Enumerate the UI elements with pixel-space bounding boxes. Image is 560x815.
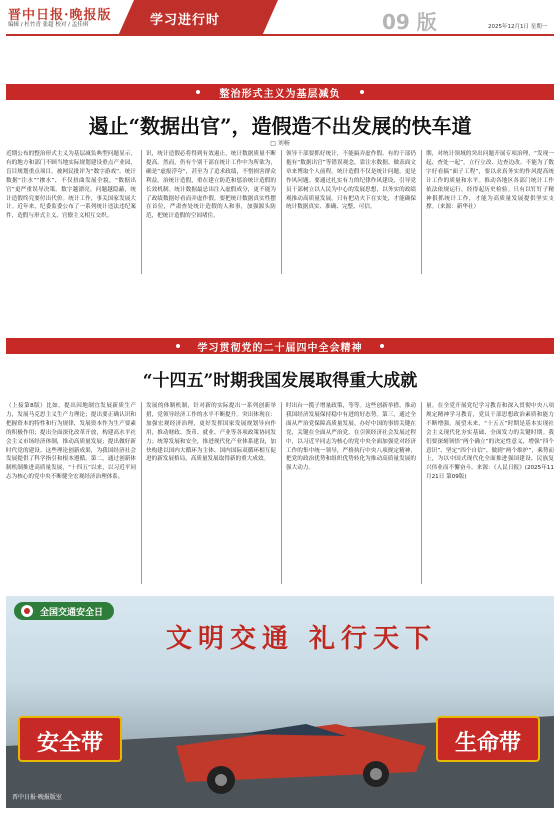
article-1-column-2: 识，统计造假必将得到有效遏止，统计数据质量不断提高。然而，仍有个别干部在统计工作中为所欲为，确是“虚报浮夸”，甚至为了追求政绩，不惜损害群众利益。治统计造假，重在建立防范和惩治统计造假的长效机制。统计数据最忌讳注入虚假成分，更不能为了政绩数据好看而弄虚作假。要把统计数据真实性摆在首位，严肃查处统计造假的人和事，加强源头防范，把统计造假的空间堵住。 [146,151,276,220]
article-1-headline: 遏止“数据出官”，造假造不出发展的快车道 [88,114,472,138]
section-title: 学习进行时 [150,13,221,28]
article-2-headline: “十四五”时期我国发展取得重大成就 [142,371,418,391]
article-2-column-1: （上接第8版）比如，提出因地制宜发展新质生产力，发展马克思主义生产力理论；提出要正确认识和把握资本的特性和行为规律，发展资本作为生产要素的积极作用；提出全面深化改革开放，构建高水平社会主义市场经济体制，推动高质量发展；提出做好新时代党的建设。这些理论创新成果，为我国经济社会发展提供了科学指引和根本遵循。第二，通过创新体制机制推进高质量发展，“十四五”以来，以习近平同志为核心的党中央不断健全宏观经济治理体系。 [6,403,136,481]
column-divider [421,402,422,584]
strip-dot-icon [380,344,384,348]
traffic-emblem-icon [20,604,34,618]
topic-strip-1 [6,84,554,100]
newspaper-logo: 晋中日报·晚报版 [8,8,112,23]
strip-dot-icon [360,90,364,94]
column-divider [281,150,282,274]
ad-slogan: 文明交通 礼行天下 [166,624,438,654]
ad-credit: 晋中日报·晚报版室 [12,794,62,801]
ad-badge [14,602,114,620]
issue-date: 2025年12月1日 星期一 [488,24,548,30]
topic-strip-2-text: 学习贯彻党的二十届四中全会精神 [197,343,363,354]
traffic-safety-ad [6,596,554,808]
ad-sign-right [436,716,540,762]
masthead [0,0,560,36]
ad-sign-left [18,716,122,762]
column-divider [281,402,282,584]
article-2-column-2: 发展的体制机制，针对新的实际提出一系列创新举措，党领导经济工作的水平不断提升。突出体现在：加强宏观经济治理，更好发挥国家发展规划导向作用，推动财政、货币、就业、产业等各项政策协同发力；统筹发展和安全，推进现代化产业体系建设，加快构建以国内大循环为主体、国内国际双循环相互促进的新发展格局，高质量发展取得新的重大成效。 [146,403,276,463]
article-1-column-1: 近期公布的整治形式主义为基层减负典型问题显示，有的地方和部门不顾当地实际规划建设重点产业园，盲目规划重点项目，被网民批评为“数字游戏”。统计数据“注水”“掺水”，不仅扭曲发展全貌，“数据出官”更严重误导决策。数字越漂亮，问题越隐蔽，统计造假终究要付出代价。统计工作，事关国家发展大计。近年来，纪委监委公布了一系列统计违法违纪案件，造假与形式主义、官僚主义相互交织。 [6,151,136,220]
column-divider [141,150,142,274]
topic-strip-1-text: 整治形式主义为基层减负 [219,89,341,100]
column-divider [141,402,142,584]
masthead-rule [6,34,554,36]
article-2-column-3: 时出台一揽子增量政策，等等。这些创新举措，推动我国经济发展保持稳中有进的好态势。第三，通过全面从严治党保障高质量发展。办好中国的事情关键在党，关键在全面从严治党。在引领经济社会发展过程中，以习近平同志为核心的党中央全面加强党对经济工作的集中统一领导，严格执行中央八项规定精神，把党的政治优势和组织优势转化为推动高质量发展的强大动力。 [286,403,416,472]
ad-sign-left-text: 安全带 [36,730,103,756]
topic-strip-2 [6,338,554,354]
editors-line: 编辑 / 杜竹青 张超 校对 / 孟佳琪 [8,22,89,28]
article-2-column-4: 量。在全党开展党纪学习教育和深入贯彻中央八项规定精神学习教育，党员干部思想政治素质和能力不断增强。展望未来，“十五五”时期是基本实现社会主义现代化夯实基础、全面发力的关键时期。我们要深刻领悟“两个确立”的决定性意义，增强“四个意识”、坚定“四个自信”、做到“两个维护”，乘势而上，为以中国式现代化全面推进强国建设、民族复兴伟业而不懈奋斗。来源：《人民日报》(2025年11月21日 第09版) [426,403,554,481]
article-1-byline: □ 刘畅 [270,140,290,147]
ad-badge-text: 全国交通安全日 [40,608,104,618]
ad-sign-right-text: 生命带 [454,730,521,756]
page-number: 09 版 [382,10,437,34]
column-divider [421,150,422,274]
article-1-column-3: 领导干部要抓好统计，不能搞弄虚作假。有的干部仍抱有“数据出官”等错误观念，靠注水数据、做表面文章来博取个人前程。统计造假不仅是统计问题，更是作风问题。要通过扎实有力的纪律作风建设，引导党员干部树立以人民为中心的发展思想，以务实的政绩观推动高质量发展。只有把功夫下在实处，才能确保统计数据真实、准确、完整、可信。 [286,151,416,211]
article-1-column-4: 期，对统计领域的突出问题开展专项治理，“发现一起、查处一起”，立行立改、边查边改。不能为了数字好看搞“面子工程”，要以求真务实的作风提高统计工作的质量和水平。推动各地区各部门统计工作依法依规运行，经得起历史检验。只有以钉钉子精神狠抓统计工作，才能为高质量发展提供坚实支撑。（来源：新华社） [426,151,554,211]
